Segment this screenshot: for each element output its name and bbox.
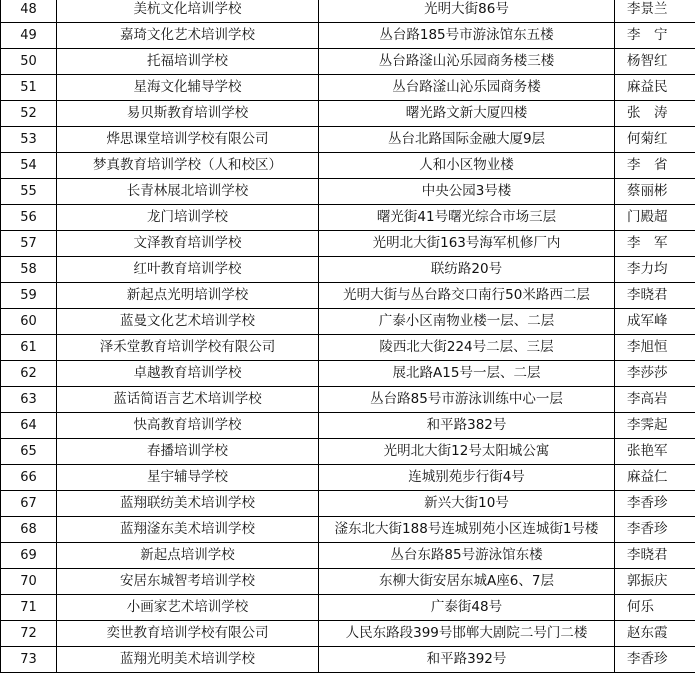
table-row [1,205,695,231]
table-body [1,0,695,673]
school-name-cell: 奕世教育培训学校有限公司 [57,621,319,647]
table-row [1,179,695,205]
address-cell: 丛台路滏山沁乐园商务楼 [319,75,615,101]
address-cell: 东柳大街安居东城A座6、7层 [319,569,615,595]
address-cell: 新兴大街10号 [319,491,615,517]
row-number-cell: 49 [1,23,57,49]
contact-person-cell: 李晓君 [615,543,695,569]
table-row [1,283,695,309]
school-name-cell: 梦真教育培训学校（人和校区） [57,153,319,179]
school-name-cell: 新起点光明培训学校 [57,283,319,309]
address-cell: 展北路A15号一层、二层 [319,361,615,387]
row-number-cell: 48 [1,0,57,23]
contact-person-cell: 郭振庆 [615,569,695,595]
school-name-cell: 文泽教育培训学校 [57,231,319,257]
contact-person-cell: 麻益民 [615,75,695,101]
table-row [1,621,695,647]
contact-person-cell: 李香珍 [615,491,695,517]
row-number-cell: 65 [1,439,57,465]
contact-person-cell: 李香珍 [615,647,695,673]
contact-person-cell: 蔡丽彬 [615,179,695,205]
row-number-cell: 66 [1,465,57,491]
table-row [1,361,695,387]
contact-person-cell: 赵东霞 [615,621,695,647]
address-cell: 丛台路滏山沁乐园商务楼三楼 [319,49,615,75]
row-number-cell: 70 [1,569,57,595]
contact-person-cell: 李力均 [615,257,695,283]
row-number-cell: 58 [1,257,57,283]
address-cell: 丛台北路国际金融大厦9层 [319,127,615,153]
address-cell: 光明北大街163号海军机修厂内 [319,231,615,257]
row-number-cell: 71 [1,595,57,621]
row-number-cell: 67 [1,491,57,517]
table-row [1,127,695,153]
address-cell: 广泰小区南物业楼一层、二层 [319,309,615,335]
row-number-cell: 56 [1,205,57,231]
table-row [1,257,695,283]
row-number-cell: 54 [1,153,57,179]
address-cell: 丛台路85号市游泳训练中心一层 [319,387,615,413]
address-cell: 和平路392号 [319,647,615,673]
address-cell: 光明大街与丛台路交口南行50米路西二层 [319,283,615,309]
contact-person-cell: 门殿超 [615,205,695,231]
address-cell: 中央公园3号楼 [319,179,615,205]
address-cell: 曙光街41号曙光综合市场三层 [319,205,615,231]
row-number-cell: 72 [1,621,57,647]
school-name-cell: 蓝翔光明美术培训学校 [57,647,319,673]
school-name-cell: 春播培训学校 [57,439,319,465]
contact-person-cell: 何乐 [615,595,695,621]
contact-person-cell: 麻益仁 [615,465,695,491]
table-row [1,309,695,335]
school-name-cell: 龙门培训学校 [57,205,319,231]
contact-person-cell: 李高岩 [615,387,695,413]
table-row [1,335,695,361]
contact-person-cell: 李 军 [615,231,695,257]
row-number-cell: 61 [1,335,57,361]
address-cell: 连城别苑步行街4号 [319,465,615,491]
row-number-cell: 51 [1,75,57,101]
school-name-cell: 星宇辅导学校 [57,465,319,491]
school-name-cell: 蓝翔联纺美术培训学校 [57,491,319,517]
school-name-cell: 新起点培训学校 [57,543,319,569]
school-name-cell: 易贝斯教育培训学校 [57,101,319,127]
row-number-cell: 52 [1,101,57,127]
row-number-cell: 57 [1,231,57,257]
row-number-cell: 62 [1,361,57,387]
table-row [1,491,695,517]
row-number-cell: 55 [1,179,57,205]
contact-person-cell: 何菊红 [615,127,695,153]
address-cell: 光明大街86号 [319,0,615,23]
contact-person-cell: 张艳军 [615,439,695,465]
school-name-cell: 卓越教育培训学校 [57,361,319,387]
row-number-cell: 59 [1,283,57,309]
address-cell: 丛台路185号市游泳馆东五楼 [319,23,615,49]
contact-person-cell: 李霁起 [615,413,695,439]
address-cell: 广泰街48号 [319,595,615,621]
contact-person-cell: 李 宁 [615,23,695,49]
address-cell: 人民东路段399号邯郸大剧院二号门二楼 [319,621,615,647]
table-row [1,465,695,491]
row-number-cell: 53 [1,127,57,153]
contact-person-cell: 李 省 [615,153,695,179]
contact-person-cell: 成军峰 [615,309,695,335]
contact-person-cell: 李旭恒 [615,335,695,361]
school-name-cell: 长青林展北培训学校 [57,179,319,205]
table-row [1,439,695,465]
address-cell: 联纺路20号 [319,257,615,283]
address-cell: 光明北大街12号太阳城公寓 [319,439,615,465]
row-number-cell: 64 [1,413,57,439]
table-row [1,23,695,49]
address-cell: 丛台东路85号游泳馆东楼 [319,543,615,569]
school-name-cell: 蓝翔滏东美术培训学校 [57,517,319,543]
contact-person-cell: 张 涛 [615,101,695,127]
table-row [1,647,695,673]
table-row [1,387,695,413]
address-cell: 人和小区物业楼 [319,153,615,179]
address-cell: 和平路382号 [319,413,615,439]
school-name-cell: 安居东城智考培训学校 [57,569,319,595]
table-row [1,517,695,543]
address-cell: 滏东北大街188号连城别苑小区连城街1号楼 [319,517,615,543]
table-row [1,543,695,569]
school-name-cell: 泽禾堂教育培训学校有限公司 [57,335,319,361]
school-name-cell: 嘉琦文化艺术培训学校 [57,23,319,49]
address-cell: 陵西北大街224号二层、三层 [319,335,615,361]
table-row [1,595,695,621]
school-name-cell: 红叶教育培训学校 [57,257,319,283]
row-number-cell: 50 [1,49,57,75]
school-name-cell: 托福培训学校 [57,49,319,75]
school-name-cell: 快高教育培训学校 [57,413,319,439]
contact-person-cell: 李景兰 [615,0,695,23]
contact-person-cell: 李香珍 [615,517,695,543]
school-name-cell: 蓝曼文化艺术培训学校 [57,309,319,335]
contact-person-cell: 李莎莎 [615,361,695,387]
school-name-cell: 小画家艺术培训学校 [57,595,319,621]
row-number-cell: 60 [1,309,57,335]
address-cell: 曙光路文新大厦四楼 [319,101,615,127]
table-row [1,153,695,179]
row-number-cell: 73 [1,647,57,673]
row-number-cell: 68 [1,517,57,543]
table-row [1,0,695,23]
table-row [1,75,695,101]
school-name-cell: 蓝话简语言艺术培训学校 [57,387,319,413]
contact-person-cell: 杨智红 [615,49,695,75]
table-row [1,101,695,127]
school-name-cell: 星海文化辅导学校 [57,75,319,101]
school-name-cell: 烨思课堂培训学校有限公司 [57,127,319,153]
row-number-cell: 69 [1,543,57,569]
table-row [1,413,695,439]
contact-person-cell: 李晓君 [615,283,695,309]
row-number-cell: 63 [1,387,57,413]
table-row [1,231,695,257]
table-row [1,49,695,75]
table-row [1,569,695,595]
school-name-cell: 美杭文化培训学校 [57,0,319,23]
